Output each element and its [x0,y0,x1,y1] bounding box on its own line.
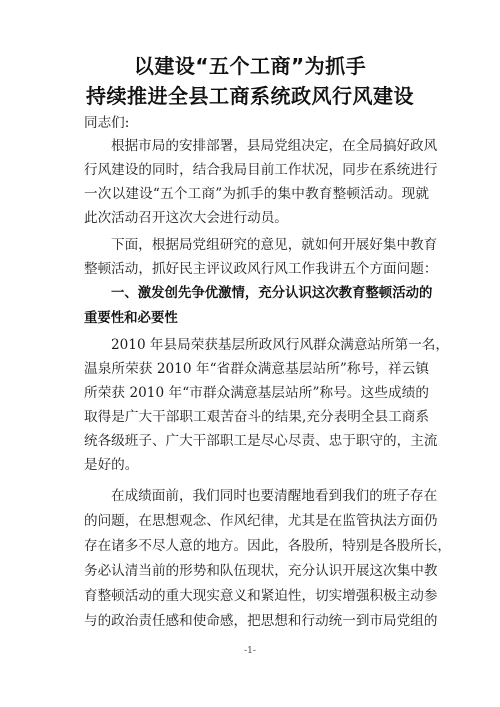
text-line: 温泉所荣获 2010 年“省群众满意基层站所”称号，祥云镇 [84,361,429,377]
text-line: 2010 年县局荣获基层所政风行风群众满意站所第一名， [111,337,449,353]
text-line: 与的政治责任感和使命感，把思想和行动统一到市局党组的 [84,613,438,629]
text-line: 务必认清当前的形势和队伍现状，充分认识开展这次集中教 [84,563,438,579]
text-line: 存在诸多不尽人意的地方。因此，各股所，特别是各股所长， [84,538,452,554]
text-line: 整顿活动，抓好民主评议政风行风工作我讲五个方面问题： [84,261,438,277]
text-line: 是好的。 [84,457,139,473]
salutation: 同志们: [84,115,130,131]
text-line: 的问题，在思想观念、作风纪律，尤其是在监管执法方面仍 [84,513,438,529]
text-line: 育整顿活动的重大现实意义和紧迫性，切实增强积极主动参 [84,588,438,604]
text-line: 下面，根据局党组研究的意见，就如何开展好集中教育 [111,237,438,253]
section-heading: 重要性和必要性 [84,311,178,326]
text-line: 行风建设的同时，结合我局目前工作状况，同步在系统进行 [84,162,438,178]
document-title-line1: 以建设“五个工商”为抓手 [133,54,367,78]
text-line: 在成绩面前，我们同时也要清醒地看到我们的班子存在 [111,488,438,504]
text-line: 取得是广大干部职工艰苦奋斗的结果,充分表明全县工商系 [84,409,429,425]
text-line: 一次以建设“五个工商”为抓手的集中教育整顿活动。现就 [84,186,429,202]
text-line: 此次活动召开这次大会进行动员。 [84,210,288,226]
page-number: -1- [244,646,256,656]
text-line: 统各级班子、广大干部职工是尽心尽责、忠于职守的，主流 [84,433,438,449]
text-line: 所荣获 2010 年“市群众满意基层站所”称号。这些成绩的 [84,385,429,401]
document-title-line2: 持续推进全县工商系统政风行风建设 [86,84,414,108]
section-heading: 一、激发创先争优激情，充分认识这次教育整顿活动的 [111,286,433,301]
text-line: 根据市局的安排部署，县局党组决定，在全局搞好政风 [111,138,438,154]
